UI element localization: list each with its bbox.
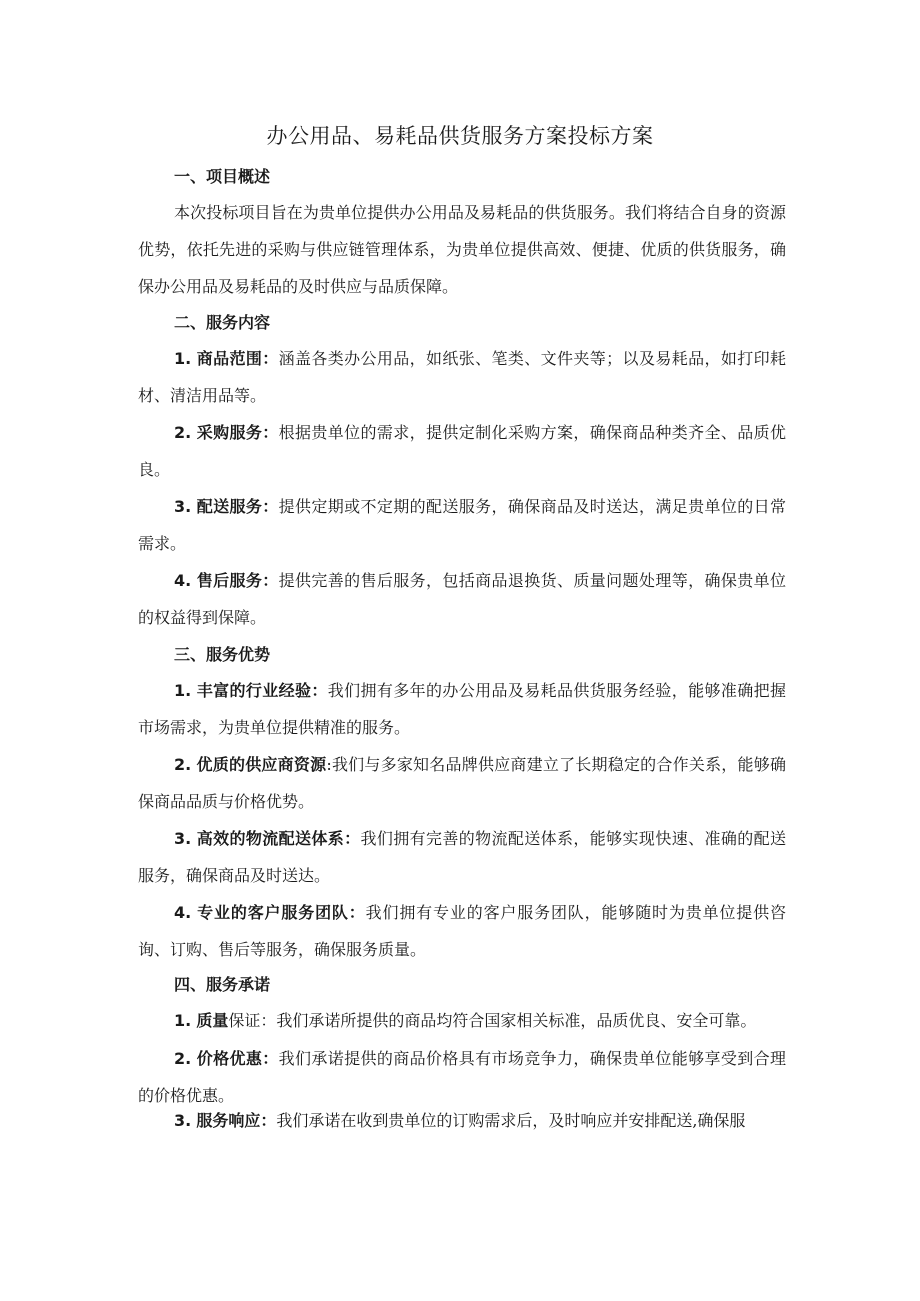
section-heading-commitments: 四、服务承诺 (174, 975, 271, 994)
advantage-item (138, 820, 786, 894)
item-number: 3. (174, 497, 192, 516)
content-item (138, 414, 786, 488)
item-text: 我们拥有完善的物流配送体系，能够实现快速、准确的配送服务，确保商品及时送达。 (138, 829, 786, 885)
section-heading-advantages: 三、服务优势 (174, 645, 271, 664)
item-text: 保证：我们承诺所提供的商品均符合国家相关标准，品质优良、安全可靠。 (228, 1011, 757, 1030)
section-heading-overview: 一、项目概述 (174, 167, 271, 186)
item-text: :我们与多家知名品牌供应商建立了长期稳定的合作关系，能够确保商品品质与价格优势。 (138, 755, 786, 811)
item-text: 我们承诺在收到贵单位的订购需求后，及时响应并安排配送,确保服 (276, 1111, 746, 1130)
item-label: 售后服务： (196, 571, 279, 590)
item-number: 1. (174, 349, 192, 368)
advantage-item (138, 672, 786, 746)
item-label: 服务响应： (196, 1111, 277, 1130)
item-text: 根据贵单位的需求，提供定制化采购方案，确保商品种类齐全、品质优良。 (138, 423, 786, 479)
item-label: 配送服务： (196, 497, 279, 516)
commitment-item (138, 1102, 786, 1139)
item-label: 质量 (196, 1011, 229, 1030)
content-item (138, 488, 786, 562)
advantage-item (138, 894, 786, 968)
item-label: 专业的客户服务团队： (197, 903, 366, 922)
item-number: 4. (174, 571, 192, 590)
item-text: 我们承诺提供的商品价格具有市场竞争力，确保贵单位能够享受到合理的价格优惠。 (138, 1049, 786, 1105)
commitment-item (138, 1002, 786, 1039)
item-number: 1. (174, 681, 192, 700)
item-number: 2. (174, 755, 192, 774)
section-heading-content: 二、服务内容 (174, 313, 271, 332)
advantage-item (138, 746, 786, 820)
item-text: 提供定期或不定期的配送服务，确保商品及时送达，满足贵单位的日常需求。 (138, 497, 786, 553)
overview-paragraph: 本次投标项目旨在为贵单位提供办公用品及易耗品的供货服务。我们将结合自身的资源优势，依托先进的采购与供应链管理体系，为贵单位提供高效、便捷、优质的供货服务，确保办公用品及易耗品的及时供应与品质保障。 (138, 203, 786, 296)
page-title: 办公用品、易耗品供货服务方案投标方案 (266, 124, 654, 148)
item-number: 2. (174, 1049, 192, 1068)
item-label: 高效的物流配送体系： (196, 829, 361, 848)
item-number: 4. (174, 903, 192, 922)
item-text: 提供完善的售后服务，包括商品退换货、质量问题处理等，确保贵单位的权益得到保障。 (138, 571, 786, 627)
item-text: 我们拥有多年的办公用品及易耗品供货服务经验，能够准确把握市场需求，为贵单位提供精准的服务。 (138, 681, 786, 737)
item-label: 价格优惠： (196, 1049, 279, 1068)
content-item (138, 562, 786, 636)
item-label: 丰富的行业经验： (196, 681, 328, 700)
item-number: 2. (174, 423, 192, 442)
item-number: 3. (174, 1111, 192, 1130)
item-number: 3. (174, 829, 192, 848)
item-label: 商品范围： (196, 349, 279, 368)
item-number: 1. (174, 1011, 192, 1030)
item-label: 优质的供应商资源 (196, 755, 327, 774)
item-label: 采购服务： (196, 423, 279, 442)
item-text: 我们拥有专业的客户服务团队，能够随时为贵单位提供咨询、订购、售后等服务，确保服务质量。 (138, 903, 786, 959)
content-item (138, 340, 786, 414)
item-text: 涵盖各类办公用品，如纸张、笔类、文件夹等；以及易耗品，如打印耗材、清洁用品等。 (138, 349, 786, 405)
